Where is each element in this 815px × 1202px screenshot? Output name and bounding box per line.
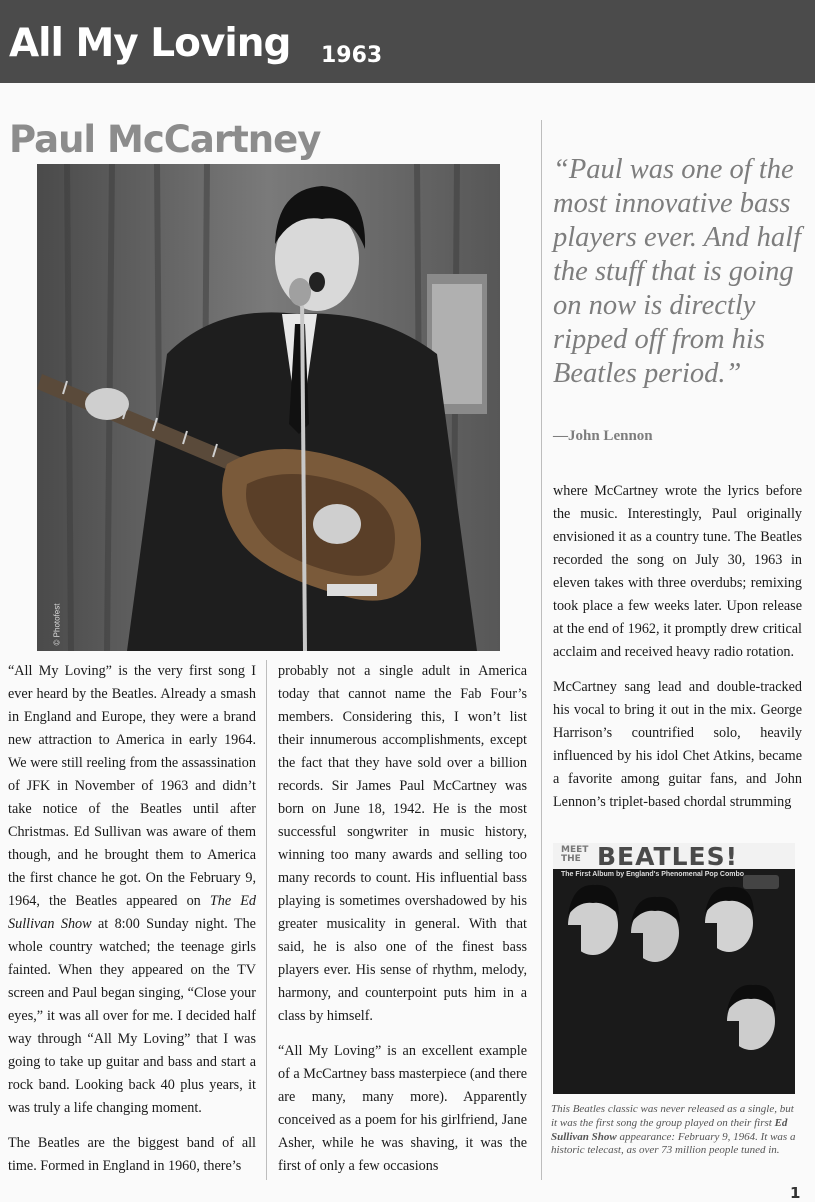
paragraph: “All My Loving” is an excellent example of a McCartney bass masterpiece (and there are many, many more). Apparently conceived as a poem for his girlfriend, Jane Asher, while he was shaving, it was the first of only a few occasions — [278, 1043, 527, 1174]
album-cover — [553, 843, 795, 1094]
paragraph: where McCartney wrote the lyrics before the music. Interestingly, Paul originally envisioned it as a country tune. The Beatles recorded the song on July 30, 1963 in eleven takes with three overdubs; remixing took place a few weeks later. Upon release at the end of 1962, it promptly drew critical acclaim and received heavy radio rotation. — [553, 483, 802, 660]
photo-illustration — [37, 164, 500, 651]
artist-name: Paul McCartney — [9, 118, 321, 161]
page-number: 1 — [790, 1184, 801, 1202]
pull-quote: “Paul was one of the most innovative bass players ever. And half the stuff that is going on now is directly ripped off from his Beatles period.” — [553, 154, 802, 389]
column-rule-1 — [266, 660, 267, 1180]
song-year: 1963 — [321, 43, 383, 68]
paragraph: The Beatles are the biggest band of all time. Formed in England in 1960, there’s — [8, 1135, 256, 1174]
paragraph: “All My Loving” is the very first song I ever heard by the Beatles. Already a smash in England and Europe, they were a brand new attraction to America in early 1964. We were still reeling from the assassination of JFK in November of 1963 and didn’t take notice of the Beatles until after Christmas. Ed Sullivan was aware of them though, and he brought them to America the first chance he got. On the February 9, 1964, the Beatles appeared on The Ed Sullivan Show at 8:00 Sunday night. The whole country watched; the teenage girls fainted. When they appeared on the TV screen and Paul began singing, “Close your eyes,” it was all over for me. I decided half way through “All My Loving” that I was going to take up guitar and bass and start a rock band. Looking back 40 plus years, it was truly a life changing moment. — [8, 663, 256, 1116]
album-meet: MEET THE — [561, 845, 589, 864]
mccartney-photo — [37, 164, 500, 651]
show-title: The Ed Sullivan Show — [8, 893, 256, 932]
page-header — [0, 0, 815, 83]
caption-show-title: Ed Sullivan Show — [551, 1116, 788, 1143]
body-column-2 — [278, 660, 527, 1190]
quote-attribution: —John Lennon — [553, 428, 653, 444]
album-title-band — [553, 843, 795, 869]
paragraph: McCartney sang lead and double-tracked his vocal to bring it out in the mix. George Harrison’s countrified solo, heavily influenced by his idol Chet Atkins, became a favorite among guitar fans, and John Lennon’s triplet-based chordal strumming — [553, 679, 802, 810]
paragraph: probably not a single adult in America today that cannot name the Fab Four’s members. Considering this, I won’t list their innumerous accomplishments, except the fact that they have sold over a billion records. Sir James Paul McCartney was born on June 18, 1942. He is the most successful songwriter in music history, winning too many awards and selling too many records to count. His influential bass playing is sometimes overshadowed by his greater musicality in general. With that said, he is also one of the finest bass players ever. His sense of rhythm, melody, harmony, and counterpoint puts him in a class by himself. — [278, 663, 527, 1024]
body-column-1 — [8, 660, 256, 1190]
column-rule-2 — [541, 120, 542, 1180]
album-caption: This Beatles classic was never released as a single, but it was the first song the group played on their first Ed Sullivan Show appearance: February 9, 1964. It was a historic telecast, as over 73 million people tuned in. — [551, 1103, 796, 1157]
album-art — [553, 843, 795, 1094]
album-subtitle: The First Album by England's Phenomenal Pop Combo — [561, 871, 745, 878]
body-column-3 — [553, 480, 802, 826]
album-title: BEATLES! — [597, 843, 739, 871]
photo-credit: © Photofest — [52, 603, 62, 646]
song-title: All My Loving — [9, 21, 291, 66]
